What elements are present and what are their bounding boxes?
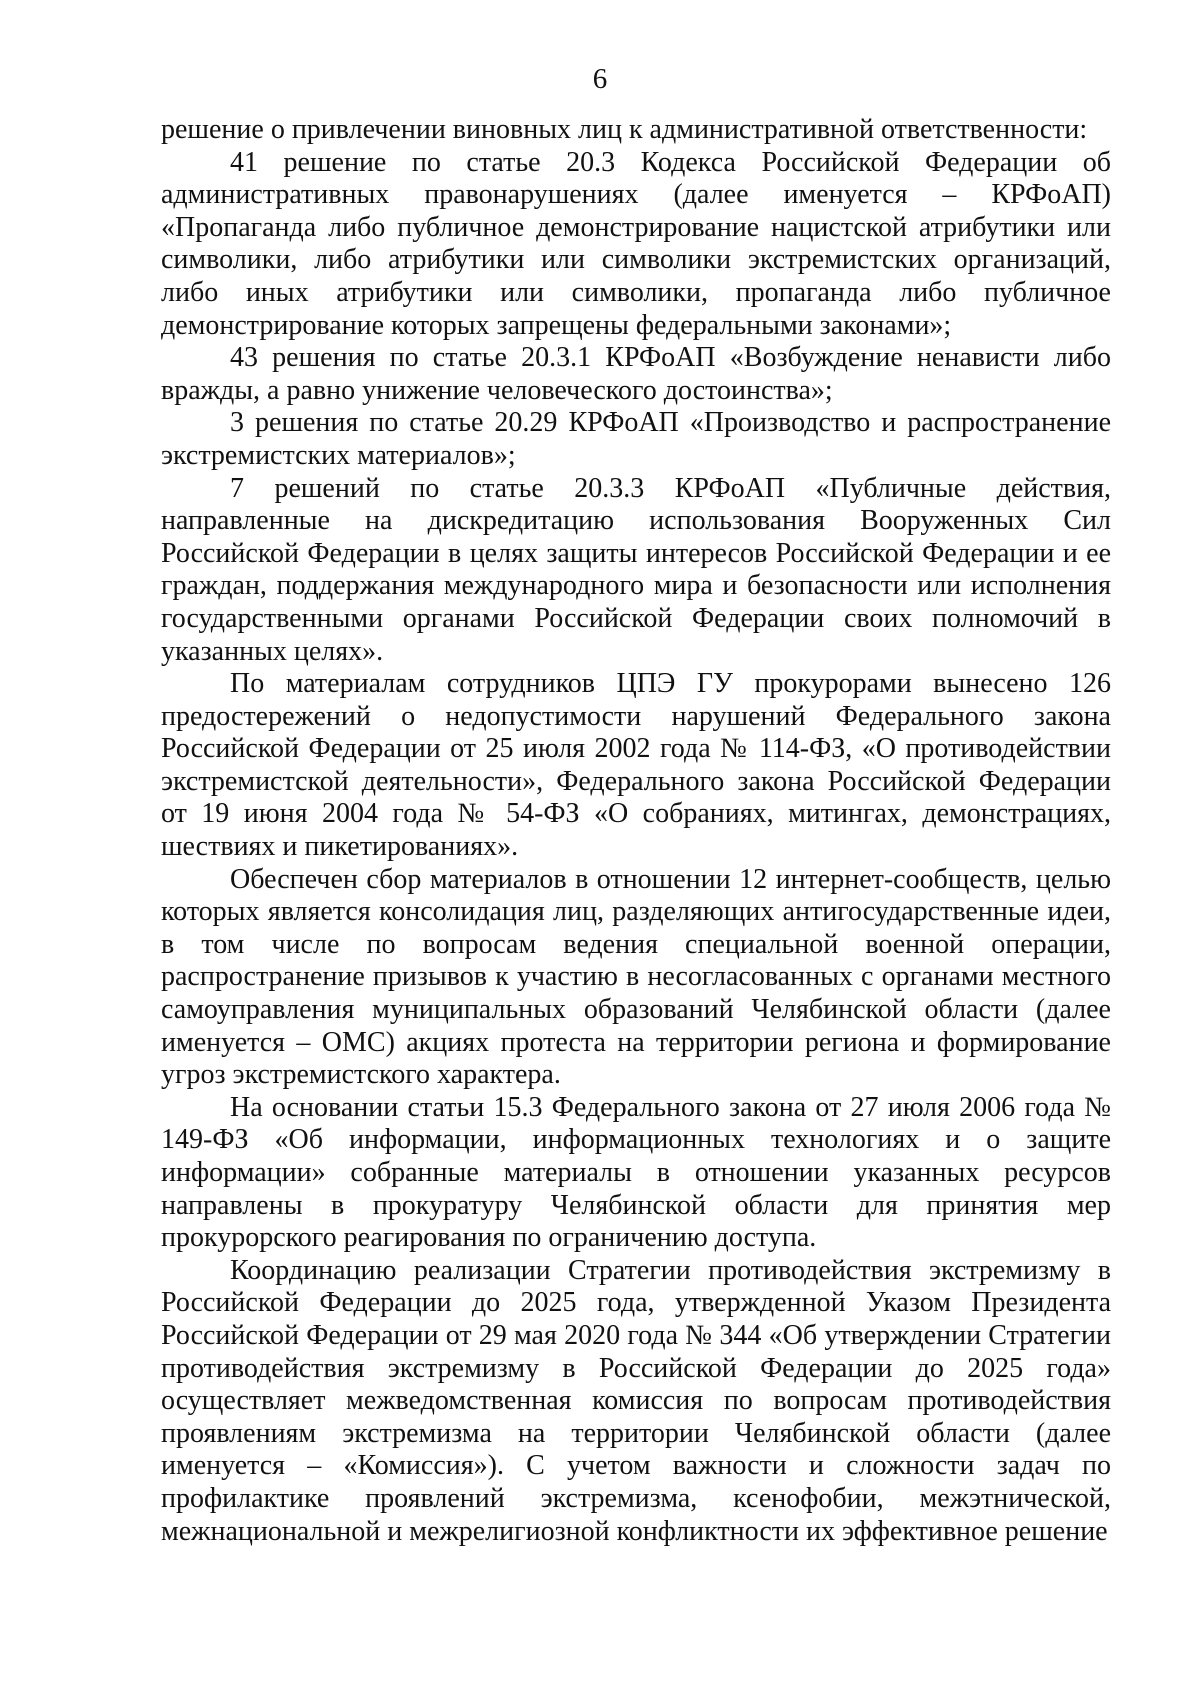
paragraph-continuation: решение о привлечении виновных лиц к административной ответственности: <box>161 114 1088 145</box>
document-body <box>161 114 1111 1548</box>
paragraph-article-15-3: На основании статьи 15.3 Федерального закона от 27 июля 2006 года № 149-ФЗ «Об информации, информационных технологиях и о защите информации» собранные материалы в отношении указанных ресурсов направлены в прокуратуру Челябинской области для принятия мер прокурорского реагирования по ограничению доступа. <box>161 1091 1111 1254</box>
paragraph-article-20-3-3: 7 решений по статье 20.3.3 КРФоАП «Публичные действия, направленные на дискредитацию использования Вооруженных Сил Российской Федерации в целях защиты интересов Российской Федерации и ее граждан, поддержания международного мира и безопасности или исполнения государственными органами Российской Федерации своих полномочий в указанных целях». <box>161 472 1111 667</box>
paragraph-warnings: По материалам сотрудников ЦПЭ ГУ прокурорами вынесено 126 предостережений о недопустимости нарушений Федерального закона Российской Федерации от 25 июля 2002 года № 114-ФЗ, «О противодействии экстремистской деятельности», Федерального закона Российской Федерации от 19 июня 2004 года № 54-ФЗ «О собраниях, митингах, демонстрациях, шествиях и пикетированиях». <box>161 668 1111 863</box>
paragraph-internet-communities: Обеспечен сбор материалов в отношении 12 интернет-сообществ, целью которых является консолидация лиц, разделяющих антигосударственные идеи, в том числе по вопросам ведения специальной военной операции, распространение призывов к участию в несогласованных с органами местного самоуправления муниципальных образований Челябинской области (далее именуется – ОМС) акциях протеста на территории региона и формирование угроз экстремистского характера. <box>161 863 1111 1091</box>
paragraph-strategy-coordination: Координацию реализации Стратегии противодействия экстремизму в Российской Федерации до 2025 года, утвержденной Указом Президента Российской Федерации от 29 мая 2020 года № 344 «Об утверждении Стратегии противодействия экстремизму в Российской Федерации до 2025 года» осуществляет межведомственная комиссия по вопросам противодействия проявлениям экстремизма на территории Челябинской области (далее именуется – «Комиссия»). С учетом важности и сложности задач по профилактике проявлений экстремизма, ксенофобии, межэтнической, межнациональной и межрелигиозной конфликтности их эффективное решение <box>161 1254 1111 1547</box>
paragraph-article-20-3-1: 43 решения по статье 20.3.1 КРФоАП «Возбуждение ненависти либо вражды, а равно унижение человеческого достоинства»; <box>161 342 1111 406</box>
paragraph-article-20-29: 3 решения по статье 20.29 КРФоАП «Производство и распространение экстремистских материалов»; <box>161 407 1111 471</box>
page-number: 6 <box>592 63 608 95</box>
paragraph-article-20-3: 41 решение по статье 20.3 Кодекса Российской Федерации об административных правонарушениях (далее именуется – КРФоАП) «Пропаганда либо публичное демонстрирование нацистской атрибутики или символики, либо атрибутики или символики экстремистских организаций, либо иных атрибутики или символики, пропаганда либо публичное демонстрирование которых запрещены федеральными законами»; <box>161 146 1111 341</box>
